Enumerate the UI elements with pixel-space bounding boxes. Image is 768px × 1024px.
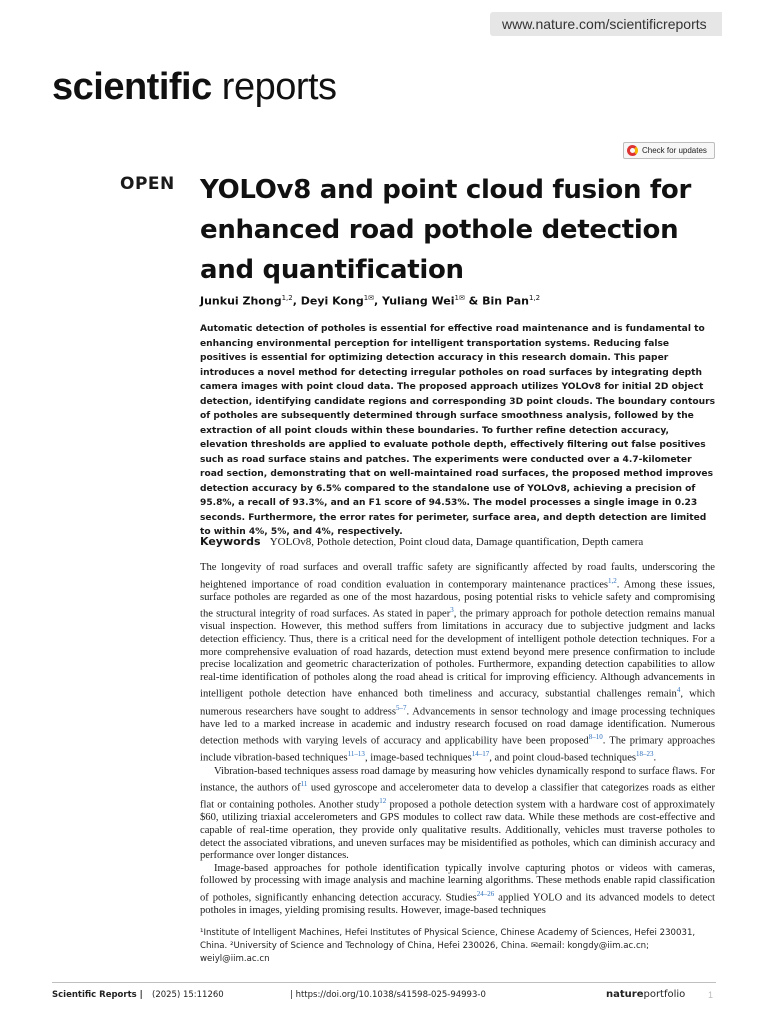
- page-number: 1: [708, 990, 714, 1000]
- affiliations-footnote: ¹Institute of Intelligent Machines, Hefei Institutes of Physical Science, Chinese Academy of Sciences, Hefei 230031, China. ²University of Science and Technology of China, Hefei 230026, China. ✉email: kongdy@iim.ac.cn; weiyl@iim.ac.cn: [200, 928, 696, 965]
- author-name[interactable]: Junkui Zhong: [200, 294, 282, 308]
- author-separator: ,: [292, 294, 301, 308]
- reference-link[interactable]: 18–23: [636, 750, 654, 759]
- brand-thin: reports: [211, 66, 337, 108]
- body-text-segment: , image-based techniques: [364, 752, 472, 764]
- author-name[interactable]: Bin Pan: [482, 294, 529, 308]
- body-text-segment: . Advancements in sensor technology and image processing techniques have led to a marked increase in academic and industry research focused on road damage identification. Numerous detection methods with varying levels of accuracy and applicability have been proposed: [200, 706, 715, 747]
- body-text-segment: .: [653, 752, 657, 764]
- reference-link[interactable]: 5–7: [396, 703, 407, 712]
- author-affiliation-sup: 1✉: [363, 294, 375, 302]
- body-paragraph: [200, 863, 715, 918]
- keywords-list: YOLOv8, Pothole detection, Point cloud data, Damage quantification, Depth camera: [269, 536, 644, 548]
- body-text-segment: used gyroscope and accelerometer data to develop a classifier that categorizes roads as either flat or containing potholes. Another study: [200, 782, 715, 811]
- author-affiliation-sup: 1,2: [281, 294, 293, 302]
- author-separator: ,: [374, 294, 383, 308]
- page-footer: [52, 990, 716, 1006]
- body-text-segment: . Among these issues, surface potholes are regarded as one of the most hazardous, posing potential risks to vehicle safety and compromising the structural integrity of road surfaces. As stated in paper: [200, 579, 715, 620]
- open-access-label: OPEN: [120, 174, 175, 194]
- reference-link[interactable]: 12: [379, 797, 387, 806]
- body-text-segment: proposed a pothole detection system with a hardware cost of approximately $60, utilizing triaxial accelerometers and GPS modules to collect raw data. While these methods are cost-effective and capable of real-time operation, they provide only qualitative results. Additionally, vehicles must traverse potholes to detect the associated vibrations, and uneven surfaces may be misidentified as potholes, which can diminish accuracy and performance over longer distances.: [200, 799, 715, 862]
- journal-brand-logo: [52, 66, 337, 109]
- author-affiliation-sup: 1,2: [528, 294, 541, 302]
- publisher-logo: [606, 989, 685, 1000]
- reference-link[interactable]: 3: [450, 606, 454, 615]
- author-separator: &: [464, 294, 483, 308]
- author-affiliation-sup: 1✉: [454, 294, 465, 302]
- author-name[interactable]: Yuliang Wei: [382, 294, 455, 308]
- reference-link[interactable]: 24–26: [476, 889, 495, 898]
- reference-link[interactable]: 1,2: [608, 576, 617, 585]
- journal-url-tab[interactable]: www.nature.com/scientificreports: [490, 12, 722, 36]
- body-text-segment: , the primary approach for pothole detection remains manual visual inspection. However, this method suffers from limitations in accuracy due to subjective judgment and lacks detection efficiency. Thus, there is a critical need for the development of intelligent pothole detection techniques. For a more comprehensive evaluation of road hazards, detection must extend beyond mere presence confirmation to include precise localization and geometric characterization of potholes. Furthermore, expanding detection capabilities to allow real-time identification of potholes along the road ahead is critical for improving efficiency. Although advancements in intelligent pothole detection have enhanced both timeliness and accuracy, substantial challenges remain: [200, 608, 715, 700]
- author-name[interactable]: Deyi Kong: [300, 294, 364, 308]
- body-text-segment: Vibration-based techniques assess road damage by measuring how vehicles dynamically respond to surface flaws. For instance, the authors of: [200, 765, 715, 794]
- body-text-segment: Image-based approaches for pothole identification typically involve capturing photos or videos with cameras, followed by processing with image analysis and machine learning algorithms. These methods enable rapid classification of potholes, significantly enhancing detection accuracy. Studies: [200, 862, 715, 904]
- body-text-segment: . The primary approaches include vibration-based techniques: [200, 735, 715, 764]
- footer-volume: (2025) 15:11260: [152, 990, 224, 1000]
- check-for-updates-button[interactable]: [623, 142, 715, 159]
- body-paragraph: [200, 766, 715, 863]
- footer-divider: [52, 982, 716, 983]
- check-updates-label: Check for updates: [642, 146, 707, 155]
- footer-journal: Scientific Reports |: [52, 990, 143, 1000]
- keywords-label: Keywords: [200, 535, 261, 548]
- abstract: Automatic detection of potholes is essential for effective road maintenance and is fundamental to enhancing environmental perception for intelligent transportation systems. Reducing false positives is essential for optimizing detection accuracy in this research domain. This paper introduces a novel method for detecting irregular potholes on road surfaces by integrating depth camera images with point cloud data. The proposed approach utilizes YOLOv8 for initial 2D object detection, identifying candidate regions and corresponding 3D point clouds. The boundary contours of potholes are subsequently determined through surface smoothness analysis, followed by the extraction of all point clouds within these boundaries. To further refine detection accuracy, elevation thresholds are applied to evaluate pothole depth, effectively filtering out false positives such as road surface stains and patches. The experiments were conducted over a 4.7-kilometer road section, demonstrating that on well-maintained road surfaces, the proposed method improves detection accuracy by 6.5% compared to the standalone use of YOLOv8, achieving a precision of 95.8%, a recall of 93.3%, and an F1 score of 94.53%. The model processes a single image in 0.23 seconds. Furthermore, the error rates for perimeter, surface area, and depth detection are limited to within 4%, 5%, and 4%, respectively.: [200, 324, 715, 537]
- brand-bold: scientific: [52, 66, 212, 108]
- publisher-thin: portfolio: [643, 989, 686, 1000]
- publisher-bold: nature: [606, 989, 644, 1000]
- footer-doi-link[interactable]: | https://doi.org/10.1038/s41598-025-94993-0: [290, 990, 486, 1000]
- reference-link[interactable]: 14–17: [471, 750, 490, 759]
- body-text-segment: The longevity of road surfaces and overall traffic safety are significantly affected by road faults, underscoring the heightened importance of road condition evaluation in contemporary maintenance practices: [200, 562, 715, 591]
- reference-link[interactable]: 11: [300, 780, 308, 789]
- body-text-segment: applied YOLO and its advanced models to detect potholes in images, yielding promising results. However, image-based techniques: [200, 892, 715, 917]
- body-paragraph: [200, 562, 715, 766]
- body-text-segment: , which numerous researchers have sought to address: [200, 688, 715, 718]
- crossmark-icon: [627, 145, 638, 156]
- reference-link[interactable]: 11–13: [347, 750, 365, 759]
- reference-link[interactable]: 4: [676, 686, 681, 695]
- body-text-segment: , and point cloud-based techniques: [489, 752, 637, 764]
- author-list: [200, 294, 740, 308]
- article-title: YOLOv8 and point cloud fusion for enhanced road pothole detection and quantification: [200, 175, 692, 285]
- keywords: [200, 535, 720, 550]
- article-body: [200, 562, 715, 918]
- reference-link[interactable]: 8–10: [588, 733, 603, 742]
